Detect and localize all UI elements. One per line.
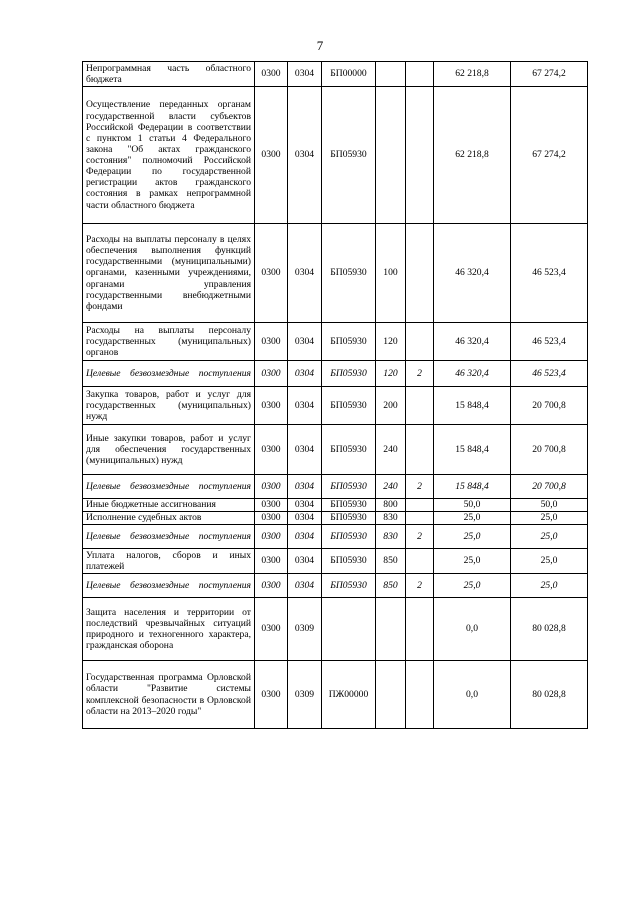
page-number: 7 bbox=[316, 38, 324, 53]
source-code bbox=[406, 661, 434, 729]
section-code: 0300 bbox=[255, 661, 288, 729]
expense-type-code bbox=[376, 598, 406, 661]
row-name: Иные бюджетные ассигнования bbox=[83, 499, 255, 512]
amount-year-1: 25,0 bbox=[434, 512, 511, 525]
subsection-code: 0304 bbox=[288, 549, 322, 574]
subsection-code: 0304 bbox=[288, 512, 322, 525]
amount-year-1: 15 848,4 bbox=[434, 475, 511, 499]
expense-type-code bbox=[376, 661, 406, 729]
subsection-code: 0304 bbox=[288, 525, 322, 549]
source-code bbox=[406, 323, 434, 361]
source-code bbox=[406, 512, 434, 525]
table-row bbox=[83, 224, 588, 323]
row-name: Закупка товаров, работ и услуг для государственных (муниципальных) нужд bbox=[83, 387, 255, 425]
amount-year-2: 80 028,8 bbox=[511, 598, 588, 661]
target-article-code: БП05930 bbox=[322, 512, 376, 525]
row-name: Иные закупки товаров, работ и услуг для обеспечения государственных (муниципальных) нужд bbox=[83, 425, 255, 475]
target-article-code: БП05930 bbox=[322, 475, 376, 499]
source-code bbox=[406, 62, 434, 87]
section-code: 0300 bbox=[255, 512, 288, 525]
expense-type-code: 240 bbox=[376, 475, 406, 499]
subsection-code: 0309 bbox=[288, 598, 322, 661]
row-name: Целевые безвозмездные поступления bbox=[83, 525, 255, 549]
target-article-code bbox=[322, 598, 376, 661]
source-code bbox=[406, 499, 434, 512]
row-name: Осуществление переданных органам государственной власти субъектов Российской Федерации в соответствии с пунктом 1 статьи 4 Федерального закона "Об актах гражданского состояния" полномочий Российской Федерации по государственной регистрации актов гражданского состояния в рамках непрограммной части областного бюджета bbox=[83, 87, 255, 224]
amount-year-2: 20 700,8 bbox=[511, 387, 588, 425]
amount-year-2: 67 274,2 bbox=[511, 87, 588, 224]
table-row bbox=[83, 574, 588, 598]
amount-year-2: 25,0 bbox=[511, 549, 588, 574]
amount-year-1: 50,0 bbox=[434, 499, 511, 512]
row-name: Непрограммная часть областного бюджета bbox=[83, 62, 255, 87]
section-code: 0300 bbox=[255, 224, 288, 323]
amount-year-1: 25,0 bbox=[434, 574, 511, 598]
section-code: 0300 bbox=[255, 361, 288, 387]
target-article-code: БП05930 bbox=[322, 425, 376, 475]
row-name: Целевые безвозмездные поступления bbox=[83, 361, 255, 387]
amount-year-1: 62 218,8 bbox=[434, 87, 511, 224]
source-code: 2 bbox=[406, 361, 434, 387]
section-code: 0300 bbox=[255, 549, 288, 574]
section-code: 0300 bbox=[255, 525, 288, 549]
subsection-code: 0304 bbox=[288, 475, 322, 499]
expense-type-code: 850 bbox=[376, 549, 406, 574]
section-code: 0300 bbox=[255, 62, 288, 87]
amount-year-2: 46 523,4 bbox=[511, 323, 588, 361]
amount-year-1: 15 848,4 bbox=[434, 425, 511, 475]
target-article-code: БП05930 bbox=[322, 387, 376, 425]
amount-year-1: 0,0 bbox=[434, 598, 511, 661]
source-code: 2 bbox=[406, 574, 434, 598]
section-code: 0300 bbox=[255, 387, 288, 425]
subsection-code: 0304 bbox=[288, 574, 322, 598]
amount-year-2: 67 274,2 bbox=[511, 62, 588, 87]
subsection-code: 0304 bbox=[288, 361, 322, 387]
amount-year-1: 25,0 bbox=[434, 549, 511, 574]
amount-year-1: 25,0 bbox=[434, 525, 511, 549]
row-name: Уплата налогов, сборов и иных платежей bbox=[83, 549, 255, 574]
source-code bbox=[406, 224, 434, 323]
table-row bbox=[83, 598, 588, 661]
target-article-code: БП05930 bbox=[322, 499, 376, 512]
amount-year-1: 15 848,4 bbox=[434, 387, 511, 425]
amount-year-2: 25,0 bbox=[511, 574, 588, 598]
table-row bbox=[83, 475, 588, 499]
table-row bbox=[83, 661, 588, 729]
row-name: Расходы на выплаты персоналу государственных (муниципальных) органов bbox=[83, 323, 255, 361]
target-article-code: БП05930 bbox=[322, 525, 376, 549]
amount-year-2: 46 523,4 bbox=[511, 224, 588, 323]
row-name: Государственная программа Орловской области "Развитие системы комплексной безопасности в Орловской области на 2013–2020 годы" bbox=[83, 661, 255, 729]
section-code: 0300 bbox=[255, 425, 288, 475]
source-code: 2 bbox=[406, 475, 434, 499]
expense-type-code bbox=[376, 62, 406, 87]
section-code: 0300 bbox=[255, 87, 288, 224]
row-name: Расходы на выплаты персоналу в целях обеспечения выполнения функций государственными (муниципальными) органами, казенными учреждениями, органами управления государственными внебюджетными фондами bbox=[83, 224, 255, 323]
expense-type-code: 800 bbox=[376, 499, 406, 512]
expense-type-code: 200 bbox=[376, 387, 406, 425]
source-code: 2 bbox=[406, 525, 434, 549]
row-name: Целевые безвозмездные поступления bbox=[83, 475, 255, 499]
table-row bbox=[83, 525, 588, 549]
table-row bbox=[83, 361, 588, 387]
table-row bbox=[83, 499, 588, 512]
expense-type-code: 830 bbox=[376, 525, 406, 549]
amount-year-2: 20 700,8 bbox=[511, 425, 588, 475]
amount-year-2: 25,0 bbox=[511, 512, 588, 525]
expense-type-code: 240 bbox=[376, 425, 406, 475]
amount-year-2: 20 700,8 bbox=[511, 475, 588, 499]
subsection-code: 0304 bbox=[288, 62, 322, 87]
section-code: 0300 bbox=[255, 499, 288, 512]
table-row bbox=[83, 549, 588, 574]
amount-year-1: 46 320,4 bbox=[434, 361, 511, 387]
table-row bbox=[83, 512, 588, 525]
expense-type-code: 120 bbox=[376, 361, 406, 387]
table-row bbox=[83, 425, 588, 475]
table-row bbox=[83, 387, 588, 425]
target-article-code: БП00000 bbox=[322, 62, 376, 87]
section-code: 0300 bbox=[255, 574, 288, 598]
target-article-code: БП05930 bbox=[322, 224, 376, 323]
amount-year-2: 25,0 bbox=[511, 525, 588, 549]
row-name: Защита населения и территории от последствий чрезвычайных ситуаций природного и техногенного характера, гражданская оборона bbox=[83, 598, 255, 661]
subsection-code: 0304 bbox=[288, 323, 322, 361]
subsection-code: 0304 bbox=[288, 87, 322, 224]
target-article-code: БП05930 bbox=[322, 361, 376, 387]
target-article-code: БП05930 bbox=[322, 87, 376, 224]
amount-year-1: 0,0 bbox=[434, 661, 511, 729]
table-row bbox=[83, 323, 588, 361]
expense-type-code bbox=[376, 87, 406, 224]
table-row bbox=[83, 62, 588, 87]
subsection-code: 0304 bbox=[288, 425, 322, 475]
amount-year-2: 46 523,4 bbox=[511, 361, 588, 387]
source-code bbox=[406, 598, 434, 661]
source-code bbox=[406, 387, 434, 425]
budget-table bbox=[82, 61, 588, 729]
source-code bbox=[406, 549, 434, 574]
expense-type-code: 850 bbox=[376, 574, 406, 598]
table-row bbox=[83, 87, 588, 224]
amount-year-1: 46 320,4 bbox=[434, 323, 511, 361]
row-name: Исполнение судебных актов bbox=[83, 512, 255, 525]
target-article-code: ПЖ00000 bbox=[322, 661, 376, 729]
section-code: 0300 bbox=[255, 475, 288, 499]
section-code: 0300 bbox=[255, 598, 288, 661]
target-article-code: БП05930 bbox=[322, 549, 376, 574]
target-article-code: БП05930 bbox=[322, 323, 376, 361]
amount-year-2: 80 028,8 bbox=[511, 661, 588, 729]
expense-type-code: 120 bbox=[376, 323, 406, 361]
section-code: 0300 bbox=[255, 323, 288, 361]
amount-year-1: 46 320,4 bbox=[434, 224, 511, 323]
source-code bbox=[406, 87, 434, 224]
row-name: Целевые безвозмездные поступления bbox=[83, 574, 255, 598]
subsection-code: 0304 bbox=[288, 387, 322, 425]
target-article-code: БП05930 bbox=[322, 574, 376, 598]
expense-type-code: 830 bbox=[376, 512, 406, 525]
amount-year-2: 50,0 bbox=[511, 499, 588, 512]
subsection-code: 0304 bbox=[288, 224, 322, 323]
subsection-code: 0304 bbox=[288, 499, 322, 512]
amount-year-1: 62 218,8 bbox=[434, 62, 511, 87]
source-code bbox=[406, 425, 434, 475]
expense-type-code: 100 bbox=[376, 224, 406, 323]
subsection-code: 0309 bbox=[288, 661, 322, 729]
